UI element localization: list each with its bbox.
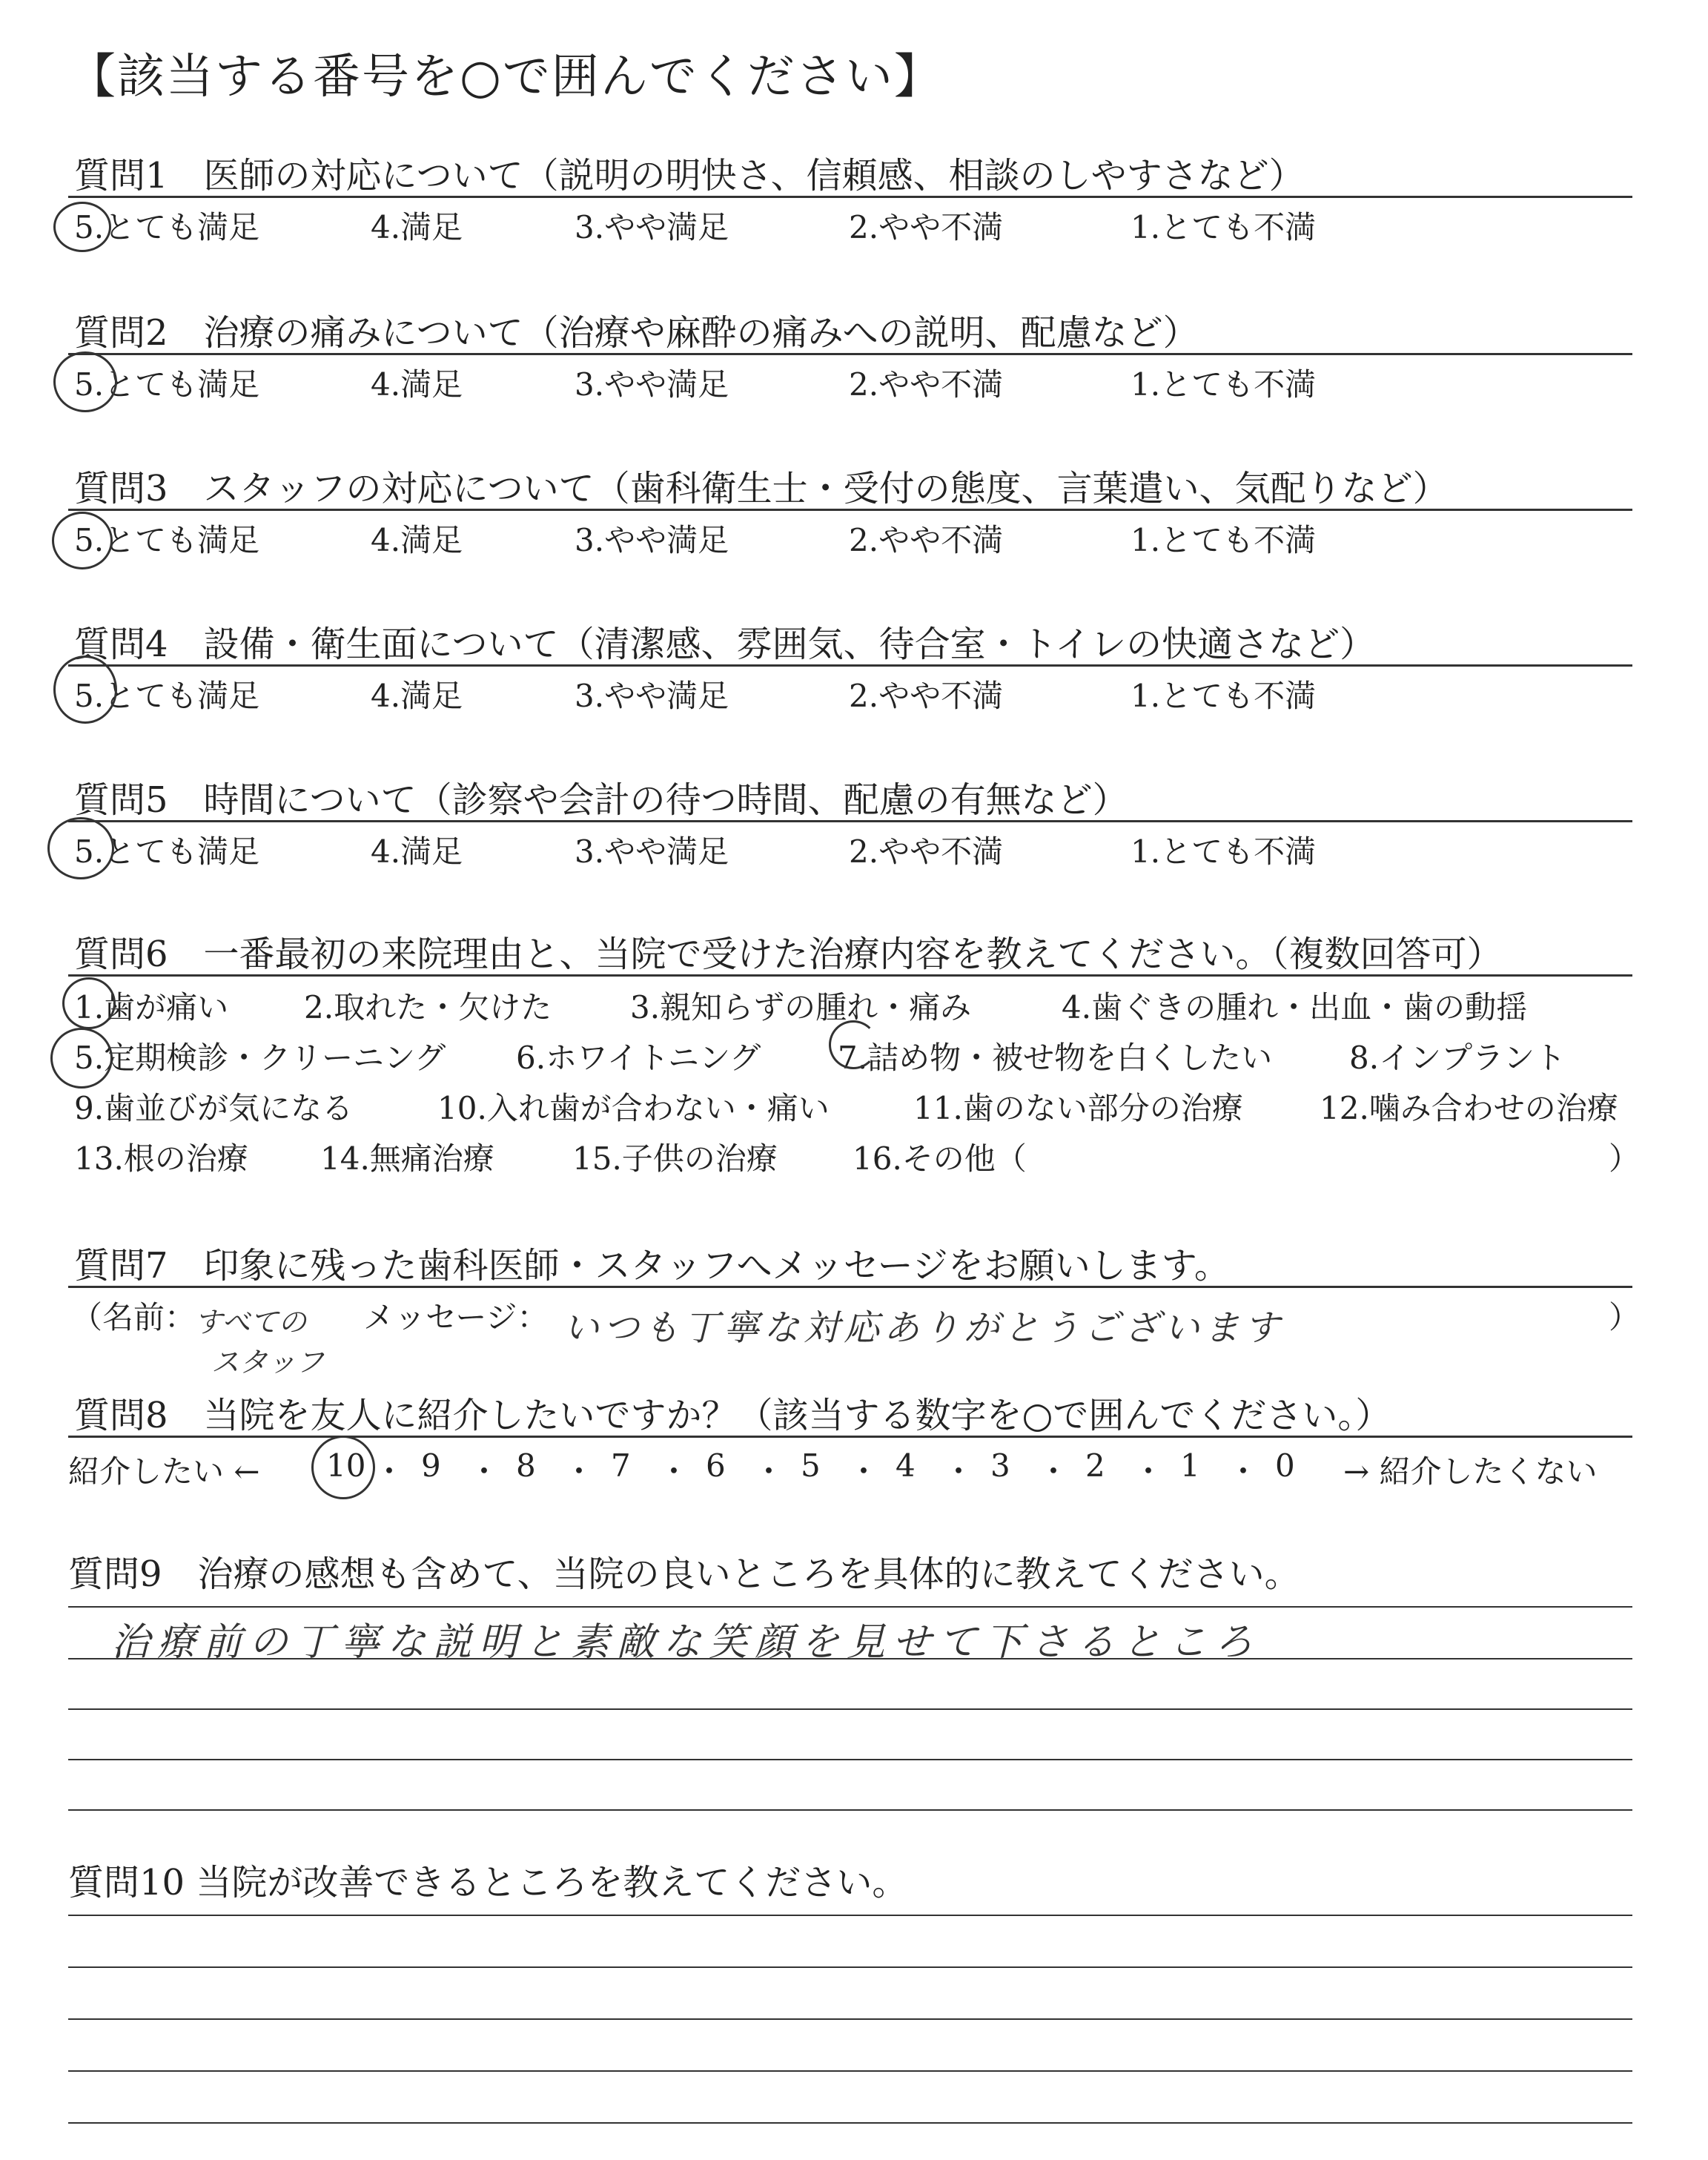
question-4-heading: 質問4 設備・衛生面について（清潔感、雰囲気、待合室・トイレの快適さなど） (74, 624, 1376, 665)
question-7-heading: 質問7 印象に残った歯科医師・スタッフへメッセージをお願いします。 (74, 1245, 1230, 1287)
answer-line (68, 1809, 1632, 1811)
q6-option-10[interactable]: 10.入れ歯が合わない・痛い (437, 1090, 830, 1126)
q8-scale-separator: ・ (469, 1453, 500, 1490)
selection-circle-q2 (53, 351, 117, 412)
q4-option-4[interactable]: 4.満足 (371, 678, 463, 714)
q1-option-4[interactable]: 4.満足 (371, 209, 463, 245)
selection-circle-q6-1 (62, 977, 116, 1029)
answer-line (68, 1658, 1632, 1659)
q4-option-1[interactable]: 1.とても不満 (1131, 678, 1317, 714)
q8-scale-value-4[interactable]: 4 (896, 1447, 916, 1484)
divider (68, 664, 1632, 667)
q8-scale-separator: ・ (753, 1453, 785, 1490)
q6-option-1[interactable]: 1.歯が痛い (74, 989, 229, 1025)
selection-circle-q6-7 (829, 1020, 878, 1069)
q6-option-7[interactable]: 7.詰め物・被せ物を白くしたい (838, 1040, 1273, 1076)
answer-line (68, 2122, 1632, 2124)
q7-name-line2[interactable]: スタッフ (211, 1346, 325, 1378)
page-title: 【該当する番号を○で囲んでください】 (68, 50, 943, 105)
q6-option-14[interactable]: 14.無痛治療 (320, 1140, 494, 1177)
q8-scale-value-3[interactable]: 3 (990, 1447, 1010, 1484)
answer-line (68, 2070, 1632, 2072)
q8-scale-value-10[interactable]: 10 (326, 1447, 366, 1484)
q6-option-2[interactable]: 2.取れた・欠けた (304, 989, 552, 1025)
selection-circle-q5 (47, 817, 114, 879)
q4-option-2[interactable]: 2.やや不満 (849, 678, 1004, 714)
q8-scale-value-8[interactable]: 8 (516, 1447, 536, 1484)
divider (68, 196, 1632, 198)
q8-scale-separator: ・ (943, 1453, 975, 1490)
q6-option-16[interactable]: 16.その他（ (853, 1140, 1027, 1177)
q8-scale-separator: ・ (563, 1453, 595, 1490)
q7-message-label: メッセージ： (363, 1299, 549, 1335)
q6-option-8[interactable]: 8.インプラント (1349, 1040, 1566, 1076)
q6-option-15[interactable]: 15.子供の治療 (572, 1140, 778, 1177)
q7-name-line1[interactable]: すべての (194, 1306, 307, 1338)
q3-option-4[interactable]: 4.満足 (371, 522, 463, 558)
q7-message-value[interactable]: いつも丁寧な対応ありがとうございます (563, 1307, 1285, 1349)
answer-line (68, 1759, 1632, 1760)
question-9-heading: 質問9 治療の感想も含めて、当院の良いところを具体的に教えてください。 (68, 1553, 1300, 1595)
q3-option-1[interactable]: 1.とても不満 (1131, 522, 1317, 558)
question-5-heading: 質問5 時間について（診察や会計の待つ時間、配慮の有無など） (74, 779, 1128, 821)
q6-option-4[interactable]: 4.歯ぐきの腫れ・出血・歯の動揺 (1062, 989, 1528, 1025)
q4-option-3[interactable]: 3.やや満足 (575, 678, 729, 714)
q1-option-1[interactable]: 1.とても不満 (1131, 209, 1317, 245)
q3-option-3[interactable]: 3.やや満足 (575, 522, 729, 558)
q6-option-12[interactable]: 12.噛み合わせの治療 (1320, 1090, 1618, 1126)
q5-option-5[interactable]: 5.とても満足 (74, 833, 260, 870)
q8-scale-separator: ・ (1133, 1453, 1165, 1490)
q2-option-1[interactable]: 1.とても不満 (1131, 366, 1317, 403)
q8-scale-value-0[interactable]: 0 (1275, 1447, 1295, 1484)
answer-line (68, 1606, 1632, 1608)
answer-line (68, 1708, 1632, 1710)
q1-option-3[interactable]: 3.やや満足 (575, 209, 729, 245)
selection-circle-q6-5 (50, 1028, 113, 1089)
q6-option-9[interactable]: 9.歯並びが気になる (74, 1090, 354, 1126)
q8-right-label: → 紹介したくない (1343, 1453, 1598, 1490)
q8-scale-value-1[interactable]: 1 (1180, 1447, 1200, 1484)
q7-close-paren: ） (1609, 1299, 1641, 1335)
q8-left-label: 紹介したい ← (68, 1453, 260, 1490)
question-3-heading: 質問3 スタッフの対応について（歯科衛生士・受付の態度、言葉遣い、気配りなど） (74, 468, 1449, 509)
divider (68, 509, 1632, 511)
question-1-heading: 質問1 医師の対応について（説明の明快さ、信頼感、相談のしやすさなど） (74, 155, 1305, 196)
q2-option-3[interactable]: 3.やや満足 (575, 366, 729, 403)
selection-circle-q4 (53, 655, 117, 724)
q5-option-4[interactable]: 4.満足 (371, 833, 463, 870)
q8-scale-value-7[interactable]: 7 (611, 1447, 631, 1484)
divider (68, 974, 1632, 977)
selection-circle-q8 (311, 1436, 375, 1499)
answer-line (68, 1915, 1632, 1916)
q2-option-4[interactable]: 4.満足 (371, 366, 463, 403)
divider (68, 820, 1632, 822)
q9-answer[interactable]: 治療前の丁寧な説明と素敵な笑顔を見せて下さるところ (111, 1620, 1261, 1665)
q7-name-label: （名前： (71, 1299, 196, 1335)
divider (68, 1286, 1632, 1288)
q6-option-3[interactable]: 3.親知らずの腫れ・痛み (630, 989, 972, 1025)
q5-option-3[interactable]: 3.やや満足 (575, 833, 729, 870)
q6-option-11[interactable]: 11.歯のない部分の治療 (913, 1090, 1243, 1126)
q3-option-5[interactable]: 5.とても満足 (74, 522, 260, 558)
q8-scale-separator: ・ (374, 1453, 406, 1490)
q6-option-6[interactable]: 6.ホワイトニング (516, 1040, 761, 1076)
question-6-heading: 質問6 一番最初の来院理由と、当院で受けた治療内容を教えてください。（複数回答可） (74, 934, 1503, 975)
q2-option-5[interactable]: 5.とても満足 (74, 366, 260, 403)
q4-option-5[interactable]: 5.とても満足 (74, 678, 260, 714)
q1-option-2[interactable]: 2.やや不満 (849, 209, 1004, 245)
q6-option-5[interactable]: 5.定期検診・クリーニング (74, 1040, 446, 1076)
question-2-heading: 質問2 治療の痛みについて（治療や麻酔の痛みへの説明、配慮など） (74, 312, 1199, 354)
divider (68, 1436, 1632, 1438)
question-10-heading: 質問10 当院が改善できるところを教えてください。 (68, 1862, 908, 1903)
q8-scale-value-2[interactable]: 2 (1085, 1447, 1105, 1484)
q8-scale-separator: ・ (1038, 1453, 1070, 1490)
answer-line (68, 2018, 1632, 2020)
q5-option-2[interactable]: 2.やや不満 (849, 833, 1004, 870)
q8-scale-separator: ・ (1228, 1453, 1260, 1490)
q6-option-13[interactable]: 13.根の治療 (74, 1140, 248, 1177)
q8-scale-value-5[interactable]: 5 (801, 1447, 821, 1484)
selection-circle-q3 (52, 512, 113, 569)
q3-option-2[interactable]: 2.やや不満 (849, 522, 1004, 558)
q2-option-2[interactable]: 2.やや不満 (849, 366, 1004, 403)
q8-scale-value-6[interactable]: 6 (706, 1447, 726, 1484)
q8-scale-separator: ・ (848, 1453, 880, 1490)
q5-option-1[interactable]: 1.とても不満 (1131, 833, 1317, 870)
q8-scale-separator: ・ (658, 1453, 690, 1490)
selection-circle-q1 (53, 202, 111, 252)
q8-scale-value-9[interactable]: 9 (421, 1447, 441, 1484)
question-8-heading: 質問8 当院を友人に紹介したいですか？（該当する数字を○で囲んでください。） (74, 1395, 1391, 1436)
q1-option-5[interactable]: 5.とても満足 (74, 209, 260, 245)
answer-line (68, 1966, 1632, 1968)
divider (68, 353, 1632, 355)
q6-other-close-paren: ） (1609, 1140, 1641, 1177)
